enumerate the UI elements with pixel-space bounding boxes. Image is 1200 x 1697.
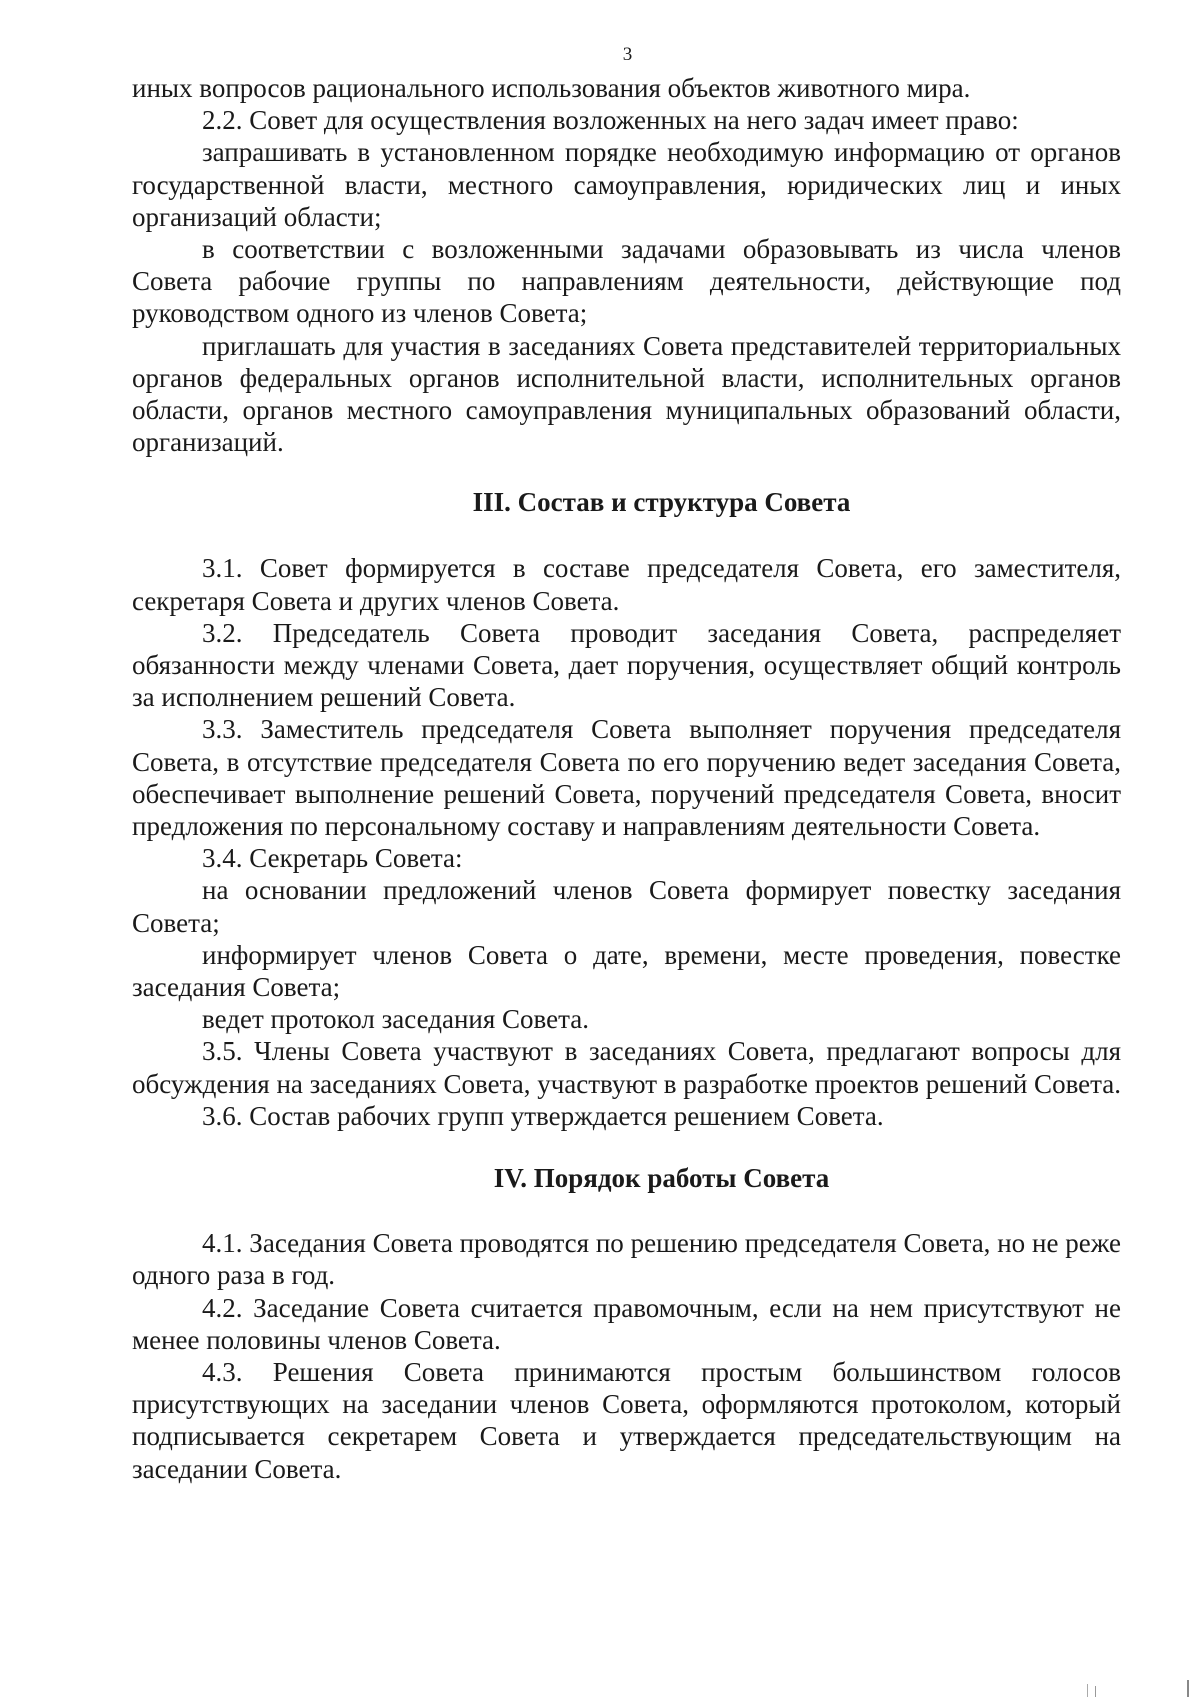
- paragraph-right-working-groups: в соответствии с возложенными задачами образовывать из числа членов Совета рабочие группы по направлениям деятельности, действующие под руководством одного из членов Совета;: [132, 234, 1121, 329]
- paragraph-4-3: 4.3. Решения Совета принимаются простым большинством голосов присутствующих на заседании членов Совета, оформляются протоколом, который подписывается секретарем Совета и утверждается председательствующим на заседании Совета.: [132, 1356, 1121, 1484]
- paragraph-3-6: 3.6. Состав рабочих групп утверждается решением Совета.: [202, 1100, 884, 1131]
- section-4-heading: IV. Порядок работы Совета: [493, 1163, 830, 1194]
- paragraph-3-1: 3.1. Совет формируется в составе председателя Совета, его заместителя, секретаря Совета и других членов Совета.: [132, 553, 1121, 616]
- paragraph-3-4: 3.4. Секретарь Совета:: [202, 843, 463, 874]
- paragraph-3-2: 3.2. Председатель Совета проводит заседания Совета, распределяет обязанности между членами Совета, дает поручения, осуществляет общий контроль за исполнением решений Совета.: [132, 617, 1121, 713]
- paragraph-continuation: иных вопросов рационального использования объектов животного мира.: [132, 73, 971, 103]
- page-number: 3: [622, 44, 633, 65]
- paragraph-3-5: 3.5. Члены Совета участвуют в заседаниях Совета, предлагают вопросы для обсуждения на заседаниях Совета, участвуют в разработке проектов решений Совета.: [132, 1036, 1122, 1099]
- paragraph-3-3: 3.3. Заместитель председателя Совета выполняет поручения председателя Совета, в отсутствие председателя Совета по его поручению ведет заседания Совета, обеспечивает выполнение решений Совета, поручений председателя Совета, вносит предложения по персональному составу и направлениям деятельности Совета.: [132, 714, 1121, 842]
- paragraph-2-2: 2.2. Совет для осуществления возложенных на него задач имеет право:: [202, 105, 1019, 136]
- document-body: [132, 72, 1121, 1485]
- paragraph-4-1: 4.1. Заседания Совета проводятся по решению председателя Совета, но не реже одного раза в год.: [132, 1228, 1121, 1291]
- scan-artifact-left: [1087, 1684, 1088, 1697]
- paragraph-right-invite: приглашать для участия в заседаниях Совета представителей территориальных органов федеральных органов исполнительной власти, исполнительных органов области, органов местного самоуправления муниципальных образований области, организаций.: [132, 330, 1121, 458]
- paragraph-secretary-agenda: на основании предложений членов Совета формирует повестку заседания Совета;: [132, 875, 1121, 938]
- paragraph-4-2: 4.2. Заседание Совета считается правомочным, если на нем присутствуют не менее половины членов Совета.: [132, 1292, 1121, 1355]
- scan-artifact-mid: [1095, 1686, 1096, 1697]
- section-3-heading: III. Состав и структура Совета: [472, 487, 851, 518]
- paragraph-secretary-inform: информирует членов Совета о дате, времени, месте проведения, повестке заседания Совета;: [132, 939, 1121, 1003]
- paragraph-secretary-protocol: ведет протокол заседания Совета.: [202, 1004, 589, 1035]
- scan-artifact-right: [1187, 1680, 1189, 1697]
- paragraph-right-request-info: запрашивать в установленном порядке необходимую информацию от органов государственной власти, местного самоуправления, юридических лиц и иных организаций области;: [132, 137, 1121, 232]
